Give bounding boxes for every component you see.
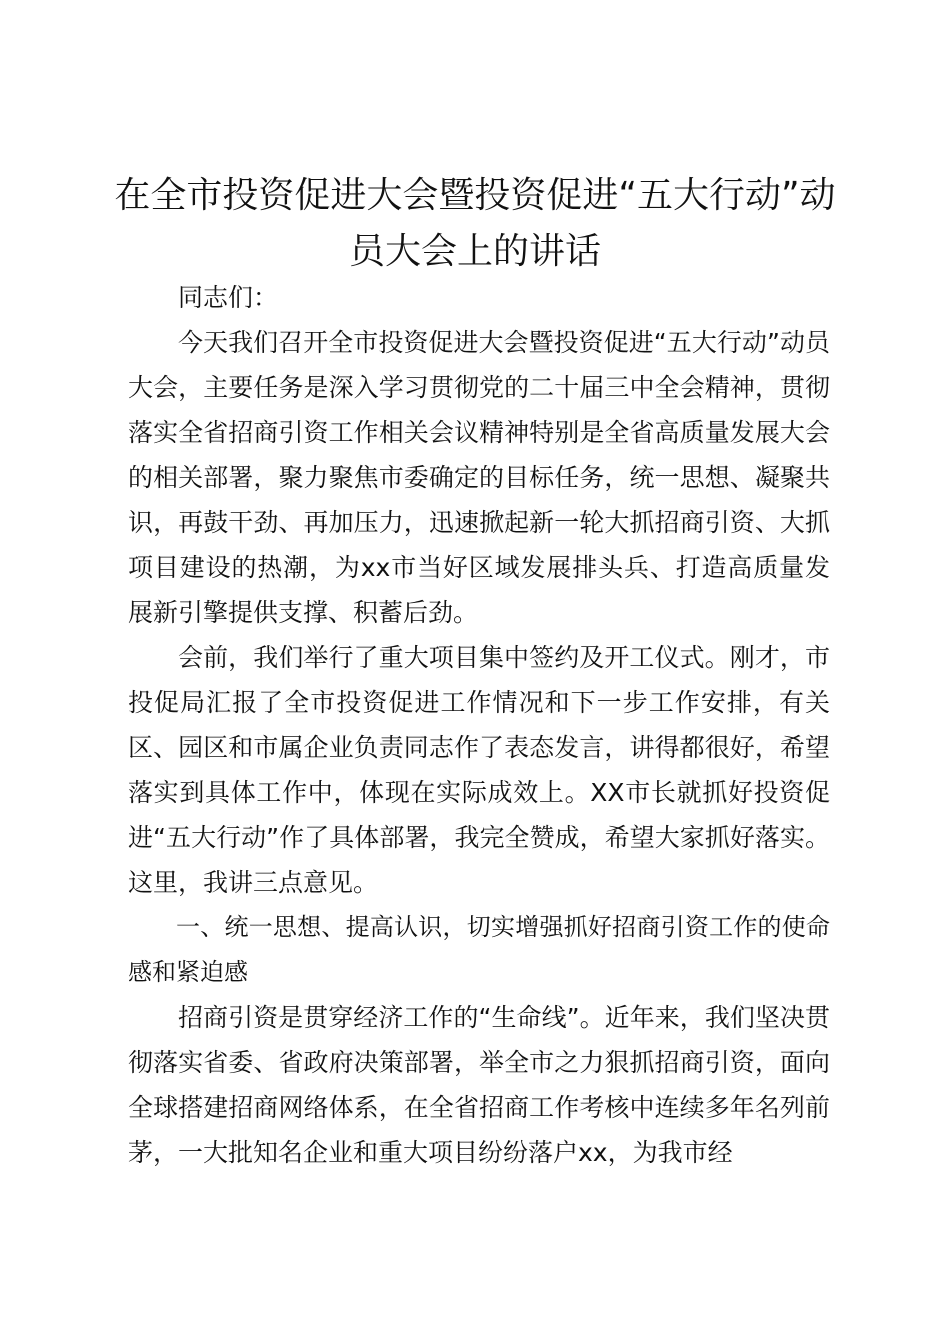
- paragraph-section-one: 招商引资是贯穿经济工作的“生命线”。近年来，我们坚决贯彻落实省委、省政府决策部署，举全市之力狠抓招商引资，面向全球搭建招商网络体系，在全省招商工作考核中连续多年名列前茅，一大批知名企业和重大项目纷纷落户xx，为我市经: [128, 1003, 830, 1167]
- document-body: [128, 275, 830, 1175]
- document-title: 在全市投资促进大会暨投资促进“五大行动”动员大会上的讲话: [114, 175, 836, 272]
- paragraph-meeting: 会前，我们举行了重大项目集中签约及开工仪式。刚才，市投促局汇报了全市投资促进工作情况和下一步工作安排，有关区、园区和市属企业负责同志作了表态发言，讲得都很好，希望落实到具体工作中，体现在实际成效上。XX市长就抓好投资促进“五大行动”作了具体部署，我完全赞成，希望大家抓好落实。这里，我讲三点意见。: [128, 643, 830, 897]
- paragraph-intro: 今天我们召开全市投资促进大会暨投资促进“五大行动”动员大会，主要任务是深入学习贯彻党的二十届三中全会精神，贯彻落实全省招商引资工作相关会议精神特别是全省高质量发展大会的相关部署，聚力聚焦市委确定的目标任务，统一思想、凝聚共识，再鼓干劲、再加压力，迅速掀起新一轮大抓招商引资、大抓项目建设的热潮，为xx市当好区域发展排头兵、打造高质量发展新引擎提供支撑、积蓄后劲。: [128, 328, 830, 627]
- salutation: 同志们：: [178, 283, 279, 312]
- section-heading: 一、统一思想、提高认识，切实增强抓好招商引资工作的使命感和紧迫感: [128, 913, 830, 986]
